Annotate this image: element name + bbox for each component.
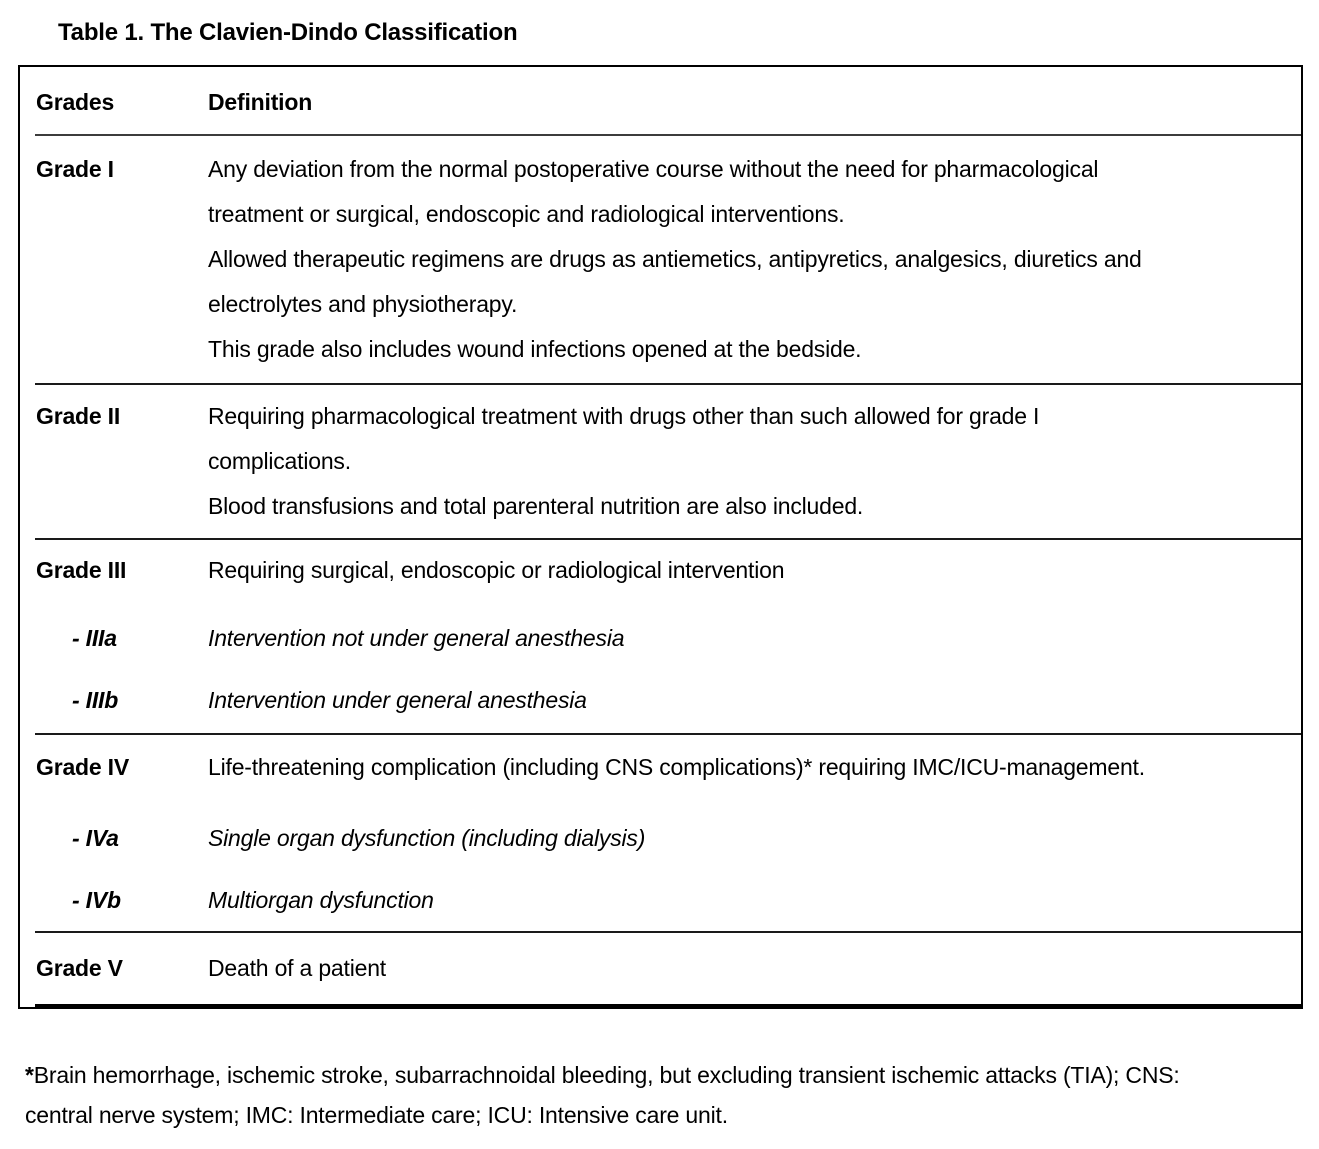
definition-paragraph: Any deviation from the normal postoperative course without the need for pharmacological treatment or surgical, endoscopic and radiological interventions.: [208, 156, 1099, 227]
definition-cell: [208, 147, 1198, 372]
table-row-grade-iv: [20, 745, 1301, 790]
table-bottom-rule: [35, 1004, 1301, 1007]
table-row-grade-ii: [20, 394, 1301, 529]
definition-paragraph: Requiring surgical, endoscopic or radiological intervention: [208, 557, 785, 583]
definition-cell: Intervention not under general anesthesia: [208, 625, 625, 651]
footnote-text: Brain hemorrhage, ischemic stroke, subarrachnoidal bleeding, but excluding transient ischemic attacks (TIA); CNS: central nerve system; IMC: Intermediate care; ICU: Intensive care unit.: [25, 1062, 1180, 1128]
grade-label: Grade I: [36, 156, 114, 182]
grade-label: Grade III: [36, 557, 127, 583]
grade-v-section: [20, 933, 1301, 1004]
table-row-grade-iiia: [20, 616, 1301, 661]
table-row-grade-v: [20, 946, 1301, 991]
table-row-grade-iva: [20, 816, 1301, 861]
grade-label: Grade IV: [36, 754, 129, 780]
definition-paragraph: Life-threatening complication (including CNS complications)* requiring IMC/ICU-management.: [208, 754, 1145, 780]
table-row-grade-iii: [20, 548, 1301, 593]
definition-paragraph: Requiring pharmacological treatment with drugs other than such allowed for grade I complications.: [208, 403, 1040, 474]
definition-paragraph: Death of a patient: [208, 955, 386, 981]
definition-cell: [208, 394, 1198, 529]
grade-i-section: [20, 136, 1301, 383]
clavien-dindo-table: [18, 65, 1303, 1009]
subgrade-label: - IVb: [72, 887, 121, 913]
grade-ii-section: [20, 385, 1301, 538]
table-row-grade-ivb: [20, 878, 1301, 923]
definition-cell: [208, 946, 1198, 991]
footnote-asterisk: *: [25, 1062, 34, 1088]
table-header-row: [20, 67, 1301, 134]
definition-cell: [208, 548, 1198, 593]
table-row-grade-iiib: [20, 678, 1301, 723]
grade-label: Grade V: [36, 955, 123, 981]
subgrade-label: - IIIb: [72, 687, 119, 713]
subgrade-label: - IIIa: [72, 625, 117, 651]
definition-paragraph: Allowed therapeutic regimens are drugs as antiemetics, antipyretics, analgesics, diuretics and electrolytes and physiotherapy.: [208, 246, 1142, 317]
definition-paragraph: This grade also includes wound infections opened at the bedside.: [208, 336, 862, 362]
definition-paragraph: Blood transfusions and total parenteral nutrition are also included.: [208, 493, 864, 519]
grade-label: Grade II: [36, 403, 121, 429]
subgrade-label: - IVa: [72, 825, 119, 851]
definition-cell: Single organ dysfunction (including dialysis): [208, 825, 646, 851]
definition-cell: [208, 745, 1198, 790]
column-header-grades: Grades: [36, 89, 115, 115]
table-row-grade-i: [20, 147, 1301, 372]
grade-iii-section: [20, 540, 1301, 733]
table-title: Table 1. The Clavien-Dindo Classification: [58, 19, 518, 46]
grade-iv-section: [20, 735, 1301, 931]
column-header-definition: Definition: [208, 89, 313, 115]
definition-cell: Intervention under general anesthesia: [208, 687, 587, 713]
table-footnote: [25, 1055, 1240, 1135]
definition-cell: Multiorgan dysfunction: [208, 887, 434, 913]
